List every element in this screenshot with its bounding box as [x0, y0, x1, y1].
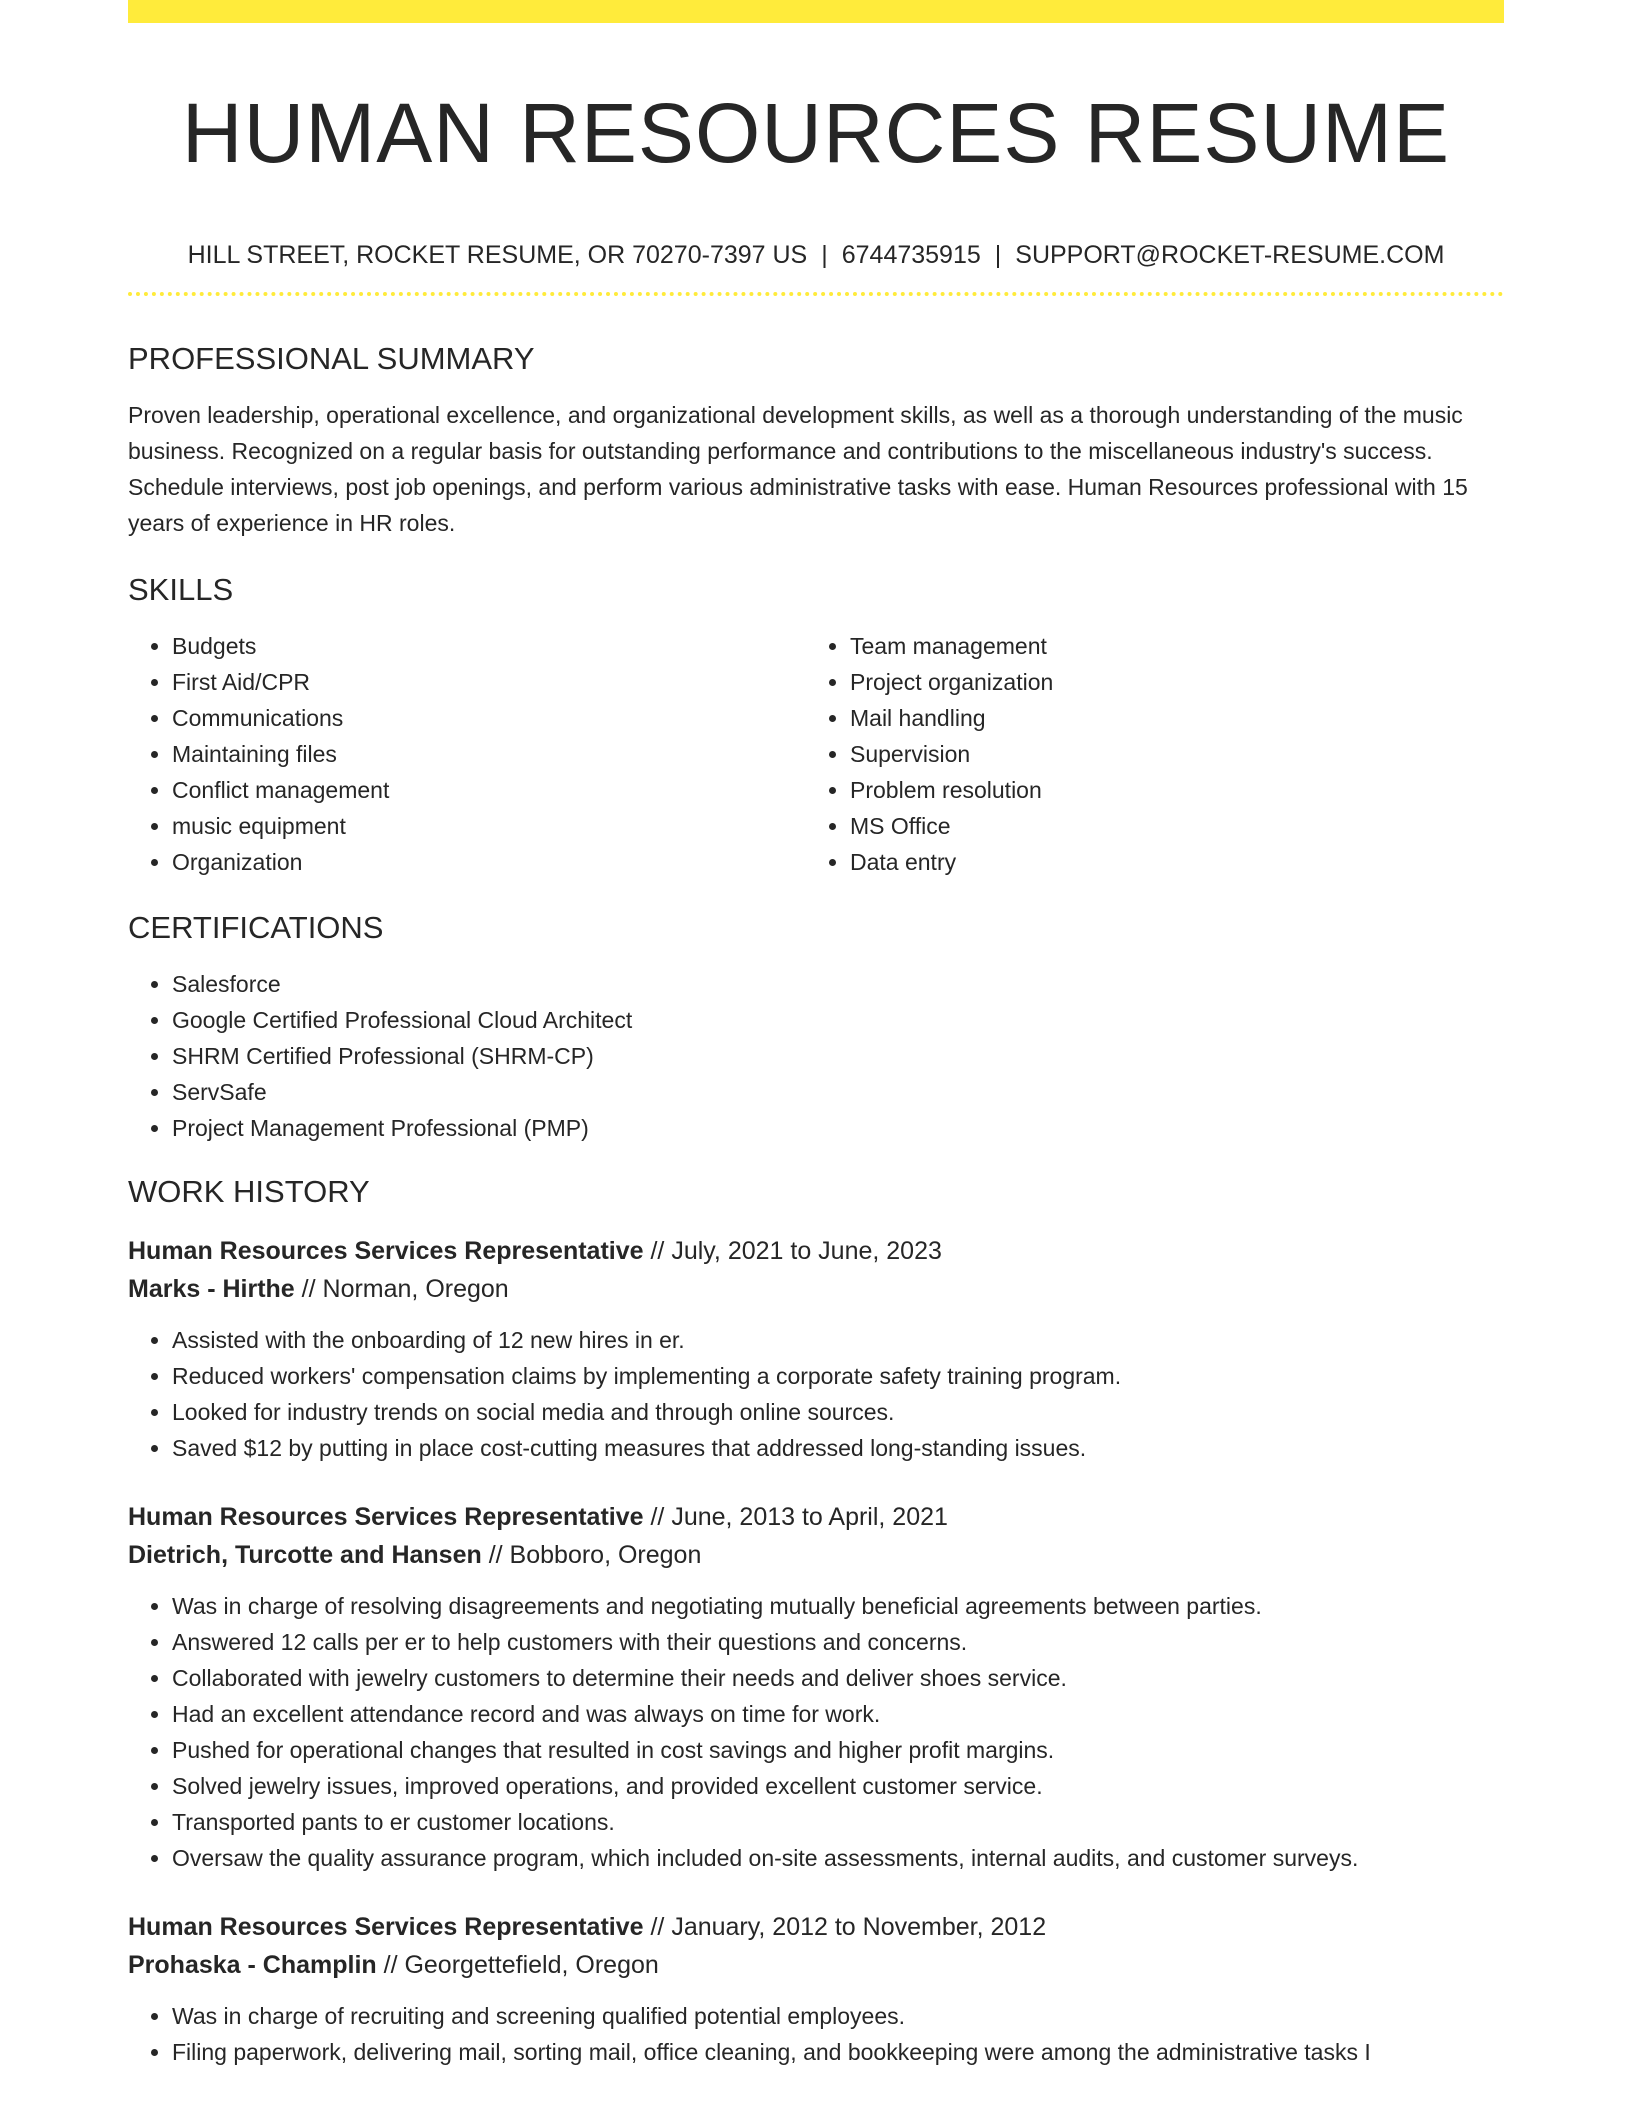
skills-heading: SKILLS — [128, 572, 234, 607]
job-dates: // January, 2012 to November, 2012 — [650, 1913, 1047, 1941]
job-company-line — [128, 1270, 1504, 1308]
job-entry — [128, 1232, 1504, 1466]
job-title: Human Resources Services Representative — [128, 1503, 644, 1531]
skill-item: • First Aid/CPR — [172, 664, 806, 700]
job-duty: • Transported pants to er customer locations. — [172, 1804, 1504, 1840]
skill-item: • Conflict management — [172, 772, 806, 808]
job-dates: // July, 2021 to June, 2023 — [650, 1237, 942, 1265]
skill-item: • Data entry — [850, 844, 1484, 880]
job-duties-list — [128, 1322, 1504, 1466]
job-duty: • Looked for industry trends on social media and through online sources. — [172, 1394, 1504, 1430]
job-location: // Bobboro, Oregon — [488, 1541, 702, 1569]
job-title: Human Resources Services Representative — [128, 1913, 644, 1941]
skill-item: • Organization — [172, 844, 806, 880]
job-duty: • Reduced workers' compensation claims by implementing a corporate safety training program. — [172, 1358, 1504, 1394]
job-company-line — [128, 1536, 1504, 1574]
certification-item: • Salesforce — [172, 966, 1504, 1002]
contact-phone: 6744735915 — [841, 241, 981, 269]
skills-list-left — [128, 628, 806, 880]
contact-separator: | — [821, 241, 828, 269]
header-divider — [128, 292, 1504, 296]
skills-column-left — [128, 628, 806, 880]
skills-grid — [128, 628, 1504, 880]
job-dates: // June, 2013 to April, 2021 — [650, 1503, 948, 1531]
contact-address: HILL STREET, ROCKET RESUME, OR 70270-7397 US — [187, 241, 808, 269]
certifications-list — [128, 966, 1504, 1146]
job-duty: • Was in charge of resolving disagreements and negotiating mutually beneficial agreements between parties. — [172, 1588, 1504, 1624]
skill-item: • Maintaining files — [172, 736, 806, 772]
skills-list-right — [806, 628, 1484, 880]
work-history-heading: WORK HISTORY — [128, 1174, 370, 1209]
job-duty: • Assisted with the onboarding of 12 new hires in er. — [172, 1322, 1504, 1358]
contact-line — [128, 238, 1504, 272]
certifications-heading: CERTIFICATIONS — [128, 910, 384, 945]
job-location: // Georgettefield, Oregon — [383, 1951, 659, 1979]
job-duty: • Oversaw the quality assurance program, which included on-site assessments, internal audits, and customer surveys. — [172, 1840, 1504, 1876]
skill-item: • Project organization — [850, 664, 1484, 700]
summary-text: Proven leadership, operational excellence, and organizational development skills, as well as a thorough understanding of the music business. Recognized on a regular basis for outstanding performance and contributions to the miscellaneous industry's success. Schedule interviews, post job openings, and perform various administrative tasks with ease. Human Resources professional with 15 years of experience in HR roles. — [128, 402, 1468, 536]
certification-item: • SHRM Certified Professional (SHRM-CP) — [172, 1038, 1504, 1074]
job-title-line — [128, 1232, 1504, 1270]
job-duty: • Answered 12 calls per er to help customers with their questions and concerns. — [172, 1624, 1504, 1660]
skill-item: • Supervision — [850, 736, 1484, 772]
skill-item: • Team management — [850, 628, 1484, 664]
contact-email: SUPPORT@ROCKET-RESUME.COM — [1015, 241, 1445, 269]
accent-top-bar — [128, 0, 1504, 23]
job-entry — [128, 1498, 1504, 1876]
skill-item: • music equipment — [172, 808, 806, 844]
job-duty: • Pushed for operational changes that resulted in cost savings and higher profit margins. — [172, 1732, 1504, 1768]
job-location: // Norman, Oregon — [301, 1275, 509, 1303]
resume-title: HUMAN RESOURCES RESUME — [181, 86, 1451, 180]
job-title: Human Resources Services Representative — [128, 1237, 644, 1265]
job-duty: • Collaborated with jewelry customers to determine their needs and deliver shoes service. — [172, 1660, 1504, 1696]
job-company: Dietrich, Turcotte and Hansen — [128, 1541, 482, 1569]
job-duty: • Solved jewelry issues, improved operations, and provided excellent customer service. — [172, 1768, 1504, 1804]
skill-item: • Budgets — [172, 628, 806, 664]
skill-item: • MS Office — [850, 808, 1484, 844]
job-duty: • Saved $12 by putting in place cost-cutting measures that addressed long-standing issues. — [172, 1430, 1504, 1466]
job-company: Marks - Hirthe — [128, 1275, 295, 1303]
certification-item: • Project Management Professional (PMP) — [172, 1110, 1504, 1146]
job-company-line — [128, 1946, 1504, 1984]
job-duty: • Had an excellent attendance record and was always on time for work. — [172, 1696, 1504, 1732]
certification-item: • ServSafe — [172, 1074, 1504, 1110]
skill-item: • Problem resolution — [850, 772, 1484, 808]
contact-separator: | — [994, 241, 1002, 269]
job-title-line — [128, 1498, 1504, 1536]
skill-item: • Mail handling — [850, 700, 1484, 736]
skills-column-right — [806, 628, 1484, 880]
job-duty: • Filing paperwork, delivering mail, sorting mail, office cleaning, and bookkeeping were among the administrative tasks I — [172, 2034, 1504, 2070]
job-duties-list — [128, 1998, 1504, 2070]
job-duty: • Was in charge of recruiting and screening qualified potential employees. — [172, 1998, 1504, 2034]
summary-heading: PROFESSIONAL SUMMARY — [128, 341, 535, 376]
job-entry — [128, 1908, 1504, 2070]
certification-item: • Google Certified Professional Cloud Architect — [172, 1002, 1504, 1038]
job-company: Prohaska - Champlin — [128, 1951, 377, 1979]
job-duties-list — [128, 1588, 1504, 1876]
job-title-line — [128, 1908, 1504, 1946]
resume-page — [128, 0, 1504, 2070]
skill-item: • Communications — [172, 700, 806, 736]
